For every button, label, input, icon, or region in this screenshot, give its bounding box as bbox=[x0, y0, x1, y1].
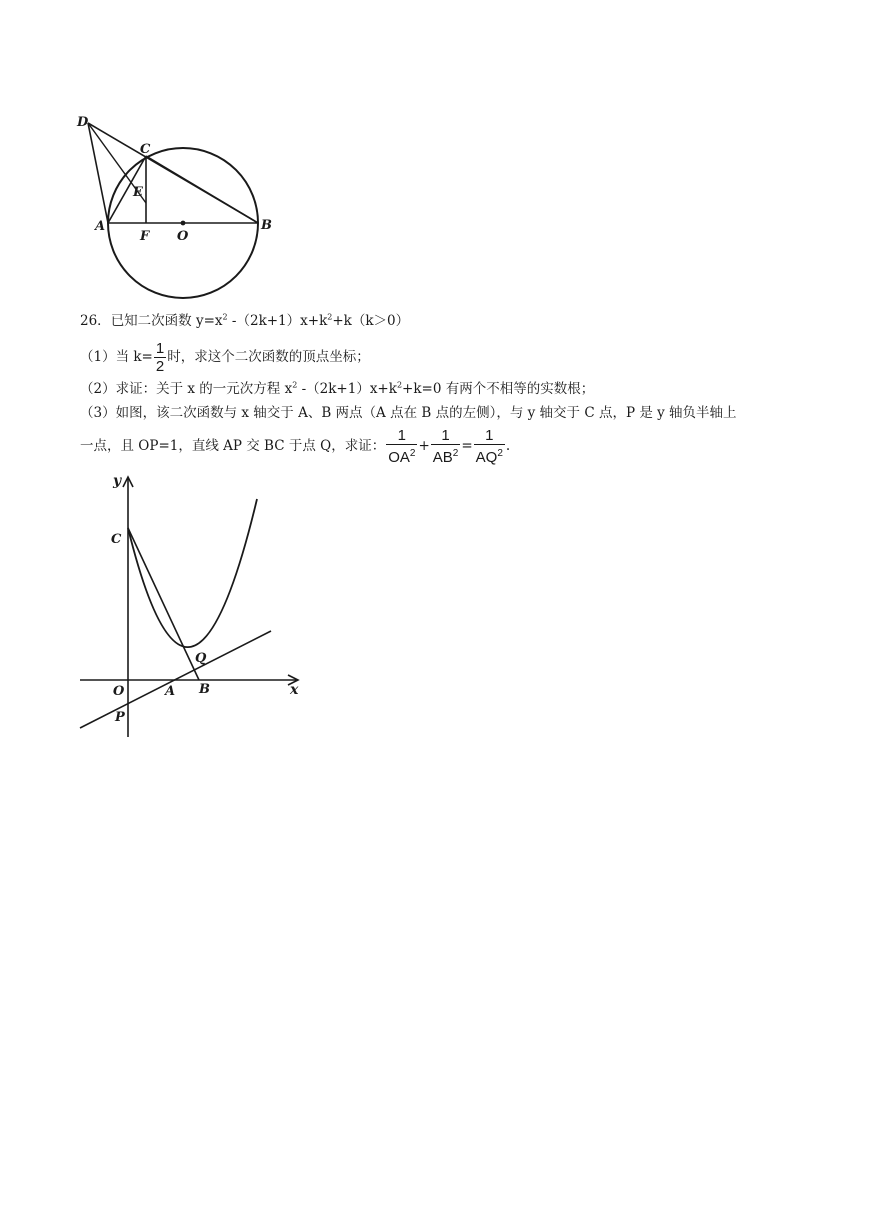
label-o: O bbox=[177, 229, 189, 244]
label-d: D bbox=[77, 115, 89, 130]
part2-exponent-1: 2 bbox=[292, 380, 298, 390]
label-y: y bbox=[113, 473, 122, 489]
label-b: B bbox=[199, 682, 210, 697]
fraction-numerator: 1 bbox=[397, 426, 406, 444]
part2-text-a: （2）求证：关于 x 的一元次方程 x bbox=[80, 381, 293, 397]
fraction-denominator: 2 bbox=[155, 357, 165, 375]
part2-text-c: +k=0 有两个不相等的实数根； bbox=[402, 381, 595, 397]
label-a: A bbox=[165, 684, 176, 699]
problem-stem bbox=[80, 313, 409, 329]
label-e: E bbox=[133, 185, 143, 200]
label-b: B bbox=[261, 218, 272, 233]
stem-text-c: +k（k＞0） bbox=[332, 313, 410, 329]
fraction-numerator: 1 bbox=[155, 339, 165, 357]
plus-sign: + bbox=[418, 438, 430, 454]
equals-sign: = bbox=[461, 438, 473, 454]
label-f: F bbox=[140, 229, 150, 244]
parabola-curve bbox=[128, 499, 257, 647]
fraction-numerator: 1 bbox=[485, 426, 494, 444]
segment-da bbox=[88, 123, 108, 223]
center-dot bbox=[181, 221, 186, 226]
part-3-line-1: （3）如图，该二次函数与 x 轴交于 A、B 两点（A 点在 B 点的左侧），与 y 轴交于 C 点，P 是 y 轴负半轴上 bbox=[80, 405, 737, 421]
denominator-base: AQ bbox=[475, 448, 498, 466]
part-2 bbox=[80, 381, 594, 397]
stem-text-b: -（2k+1）x+k bbox=[227, 313, 328, 329]
stem-exponent-1: 2 bbox=[222, 312, 228, 322]
denominator-exponent: 2 bbox=[409, 447, 416, 459]
problem-number: 26． bbox=[80, 313, 111, 329]
denominator-exponent: 2 bbox=[497, 447, 503, 459]
label-c: C bbox=[140, 142, 151, 157]
label-c: C bbox=[111, 532, 122, 547]
part1-text-b: 时，求这个二次函数的顶点坐标； bbox=[167, 349, 370, 365]
denominator-base: AB bbox=[432, 448, 453, 466]
denominator-exponent: 2 bbox=[452, 447, 459, 459]
parabola-figure bbox=[75, 470, 310, 740]
fraction-one-over-ab-squared bbox=[431, 427, 461, 466]
part-3-line-2 bbox=[80, 424, 510, 468]
period: . bbox=[505, 438, 511, 454]
fraction-one-over-aq-squared bbox=[474, 427, 505, 466]
fraction-one-half bbox=[154, 340, 166, 375]
label-x: x bbox=[290, 682, 299, 698]
fraction-one-over-oa-squared bbox=[386, 427, 417, 466]
label-q: Q bbox=[195, 651, 207, 666]
stem-exponent-2: 2 bbox=[327, 312, 333, 322]
part-1 bbox=[80, 338, 370, 376]
fraction-denominator bbox=[474, 444, 505, 466]
part2-exponent-2: 2 bbox=[396, 380, 403, 390]
fraction-denominator bbox=[431, 444, 461, 466]
circle-figure bbox=[70, 108, 290, 303]
part2-text-b: -（2k+1）x+k bbox=[297, 381, 397, 397]
part1-text-a: （1）当 k= bbox=[80, 349, 153, 365]
label-a: A bbox=[95, 219, 106, 234]
part3-text: 一点，且 OP=1，直线 AP 交 BC 于点 Q，求证： bbox=[80, 438, 386, 454]
fraction-numerator: 1 bbox=[441, 426, 450, 444]
label-p: P bbox=[115, 710, 125, 725]
segment-db bbox=[88, 123, 258, 223]
denominator-base: OA bbox=[388, 448, 410, 466]
stem-text-a: 已知二次函数 y=x bbox=[110, 313, 223, 329]
fraction-denominator bbox=[386, 444, 417, 466]
label-o: O bbox=[113, 684, 125, 699]
line-cb bbox=[128, 528, 199, 680]
